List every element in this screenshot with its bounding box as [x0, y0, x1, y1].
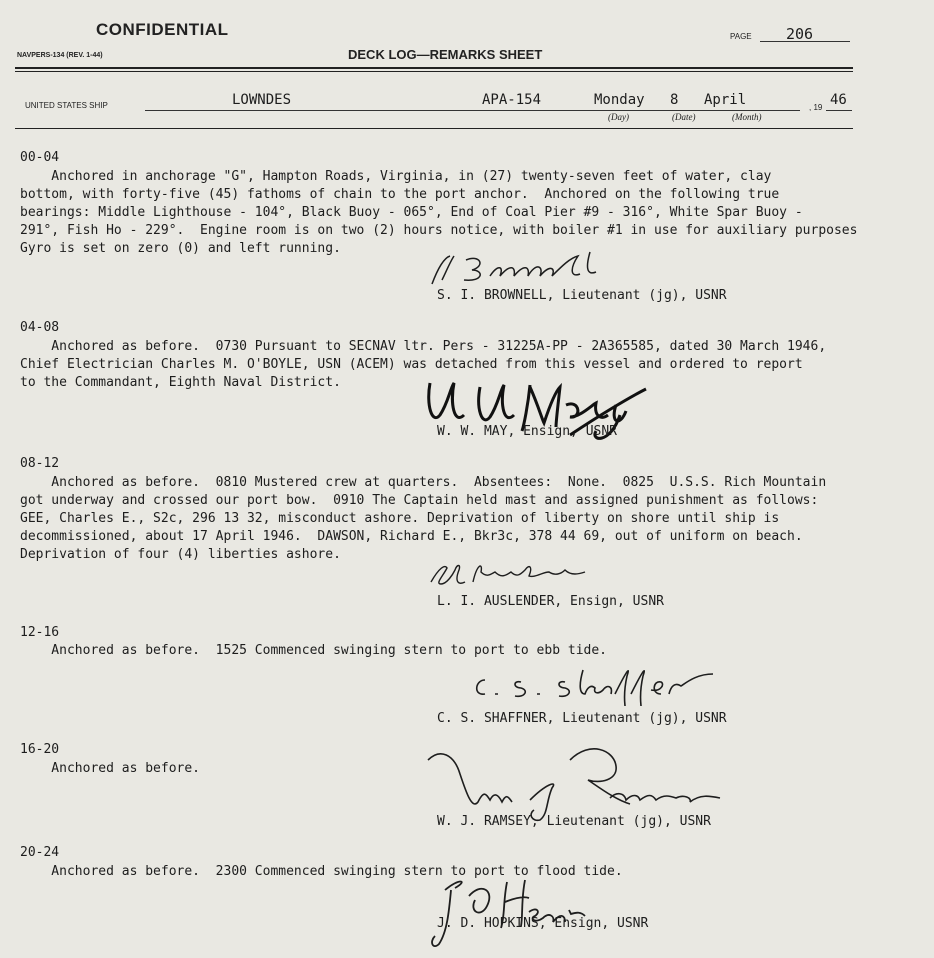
page-label: PAGE: [730, 32, 752, 41]
page-number-line: [760, 41, 850, 42]
log-entry: [20, 474, 925, 564]
handwritten-signature: [425, 872, 595, 952]
entry-line: decommissioned, about 17 April 1946. DAWSON, Richard E., Bkr3c, 378 44 69, out of uniform on beach.: [20, 529, 803, 544]
entry-line: Chief Electrician Charles M. O'BOYLE, USN (ACEM) was detached from this vessel and ordered to report: [20, 357, 803, 372]
handwritten-signature: [465, 664, 725, 708]
signature-line: W. W. MAY, Ensign, USNR: [437, 424, 618, 439]
classification-heading: CONFIDENTIAL: [96, 20, 229, 39]
entry-line: bearings: Middle Lighthouse - 104°, Black Buoy - 065°, End of Coal Pier #9 - 316°, White Spar Buoy -: [20, 205, 803, 220]
log-date: 8: [670, 92, 679, 108]
signature-line: L. I. AUSLENDER, Ensign, USNR: [437, 594, 664, 609]
signature-line: W. J. RAMSEY, Lieutenant (jg), USNR: [437, 814, 711, 829]
handwritten-signature: [420, 250, 620, 290]
form-number: NAVPERS-134 (REV. 1-44): [17, 52, 103, 59]
entry-line: Anchored as before. 0810 Mustered crew at quarters. Absentees: None. 0825 U.S.S. Rich Mountain: [20, 475, 827, 490]
page-title: DECK LOG—REMARKS SHEET: [348, 47, 543, 62]
year-line: [826, 110, 852, 111]
log-entry: [20, 168, 925, 258]
entry-line: GEE, Charles E., S2c, 296 13 32, misconduct ashore. Deprivation of liberty on shore until ship is: [20, 511, 780, 526]
month-caption: (Month): [732, 112, 762, 122]
watch-label: 16-20: [20, 742, 60, 757]
signature-line: S. I. BROWNELL, Lieutenant (jg), USNR: [437, 288, 727, 303]
watch-label: 04-08: [20, 320, 60, 335]
watch-label: 12-16: [20, 625, 60, 640]
entry-line: Anchored as before. 1525 Commenced swinging stern to port to ebb tide.: [20, 643, 607, 658]
log-month: April: [704, 92, 747, 108]
watch-label: 08-12: [20, 456, 60, 471]
log-day: Monday: [594, 92, 645, 108]
header-rule-thick: [15, 67, 853, 69]
handwritten-signature: [425, 560, 605, 590]
entry-line: Anchored as before.: [20, 761, 201, 776]
signature-line: C. S. SHAFFNER, Lieutenant (jg), USNR: [437, 711, 727, 726]
ship-label: UNITED STATES SHIP: [25, 101, 108, 110]
entry-line: 291°, Fish Ho - 229°. Engine room is on two (2) hours notice, with boiler #1 in use for auxiliary purposes: [20, 223, 858, 238]
entry-line: Anchored in anchorage "G", Hampton Roads, Virginia, in (27) twenty-seven feet of water, clay: [20, 169, 772, 184]
page-number: 206: [786, 25, 814, 43]
hull-number: APA-154: [482, 92, 542, 108]
date-caption: (Date): [672, 112, 696, 122]
year-prefix: , 19: [809, 103, 823, 112]
entry-line: bottom, with forty-five (45) fathoms of chain to the port anchor. Anchored on the following true: [20, 187, 780, 202]
watch-label: 20-24: [20, 845, 60, 860]
entry-line: Gyro is set on zero (0) and left running.: [20, 241, 341, 256]
log-entry: [20, 642, 925, 660]
entry-line: Anchored as before. 2300 Commenced swinging stern to port to flood tide.: [20, 864, 623, 879]
header-bottom-rule: [15, 128, 853, 129]
signature-line: J. D. HOPKINS, Ensign, USNR: [437, 916, 649, 931]
ship-name: LOWNDES: [232, 92, 292, 108]
entry-line: to the Commandant, Eighth Naval District.: [20, 375, 341, 390]
entry-line: Deprivation of four (4) liberties ashore.: [20, 547, 341, 562]
day-caption: (Day): [608, 112, 629, 122]
entry-line: got underway and crossed our port bow. 0910 The Captain held mast and assigned punishment as follows:: [20, 493, 819, 508]
log-year: 46: [830, 92, 847, 108]
ship-line: [145, 110, 800, 111]
entry-line: Anchored as before. 0730 Pursuant to SECNAV ltr. Pers - 31225A-PP - 2A365585, dated 30 March 1946,: [20, 339, 827, 354]
header-rule-thin: [15, 71, 853, 72]
watch-label: 00-04: [20, 150, 60, 165]
